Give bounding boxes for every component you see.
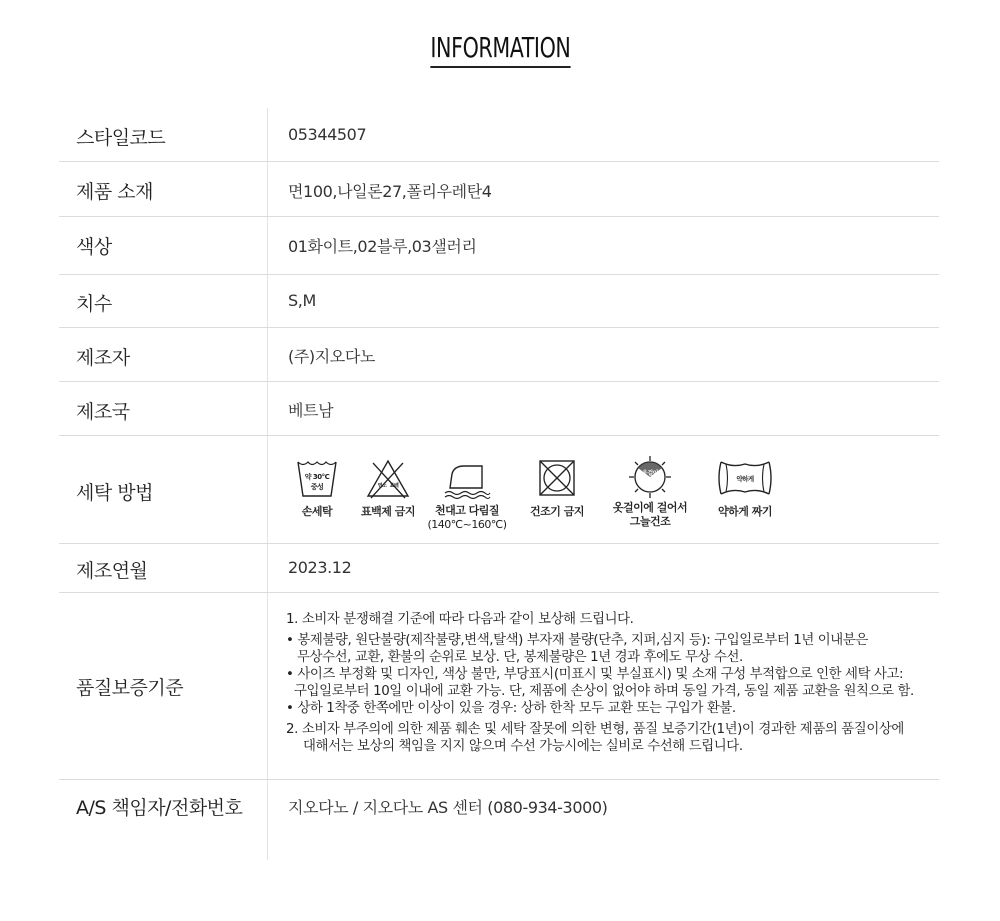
row-maker [59, 328, 939, 382]
policy-line: 1. 소비자 분쟁해결 기준에 따라 다음과 같이 보상해 드립니다. [286, 612, 634, 627]
policy-line: 대해서는 보상의 책임을 지지 않으며 수선 가능시에는 실비로 수선해 드립니다. [303, 739, 743, 754]
care-caption: 표백제 금지 [361, 505, 415, 518]
row-value: 베트남 [288, 401, 334, 420]
row-value: 지오다노 / 지오다노 AS 센터 (080-934-3000) [288, 798, 608, 817]
row-label: A/S 책임자/전화번호 [76, 797, 243, 819]
row-size [59, 275, 939, 328]
row-value: 01화이트,02블루,03샐러리 [288, 237, 477, 256]
care-caption: 옷걸이에 걸어서 [612, 501, 688, 514]
care-iron [426, 458, 508, 532]
row-label: 제조연월 [76, 560, 148, 582]
hang-dry-shade-icon [625, 454, 675, 500]
row-washing [59, 436, 939, 544]
row-material [59, 162, 939, 217]
hand-wash-30-icon [294, 458, 340, 500]
section-title: INFORMATION [0, 30, 1000, 68]
row-label: 품질보증기준 [76, 677, 184, 699]
row-value: S,M [288, 291, 316, 310]
no-bleach-icon [365, 458, 411, 500]
row-label: 치수 [76, 293, 112, 315]
care-no-dryer [522, 458, 592, 519]
row-quality [59, 593, 939, 780]
care-caption: 약하게 짜기 [718, 505, 772, 518]
care-hang-dry [604, 454, 696, 529]
row-value: 2023.12 [288, 558, 352, 577]
policy-line: • 사이즈 부정확 및 디자인, 색상 불만, 부당표시(미표시 및 부실표시) 및 소재 구성 부적합으로 인한 세탁 사고: [286, 667, 904, 682]
care-wring [706, 458, 784, 519]
care-inner-text: 표백 [389, 483, 399, 489]
row-label: 색상 [76, 236, 112, 258]
iron-cloth-icon [442, 458, 492, 500]
care-inner-text: 염소 [377, 483, 387, 489]
row-value: (주)지오다노 [288, 347, 375, 366]
row-date [59, 544, 939, 593]
care-caption: (140℃~160℃) [427, 518, 507, 531]
policy-line: • 상하 1착중 한쪽에만 이상이 있을 경우: 상하 한착 모두 교환 또는 구입가 환불. [286, 701, 736, 716]
policy-line: • 봉제불량, 원단불량(제작불량,변색,탈색) 부자재 불량(단추, 지퍼,심지 등): 구입일로부터 1년 이내분은 [286, 633, 868, 648]
row-as [59, 780, 939, 860]
care-hand-wash [286, 458, 348, 519]
row-label: 제품 소재 [76, 181, 153, 203]
policy-line: 구입일로부터 10일 이내에 교환 가능. 단, 제품에 손상이 없어야 하며 동일 가격, 동일 제품 교환을 원칙으로 함. [294, 684, 914, 699]
row-origin [59, 382, 939, 436]
care-caption: 천대고 다림질 [434, 504, 500, 517]
row-value: 05344507 [288, 125, 367, 144]
care-inner-text: 옷걸이 [642, 470, 658, 477]
care-no-bleach [358, 458, 418, 519]
row-label: 세탁 방법 [76, 482, 153, 504]
gentle-wring-icon [715, 458, 775, 500]
row-value: 면100,나일론27,폴리우레탄4 [288, 182, 492, 201]
row-label: 스타일코드 [76, 127, 166, 149]
care-inner-text: 중성 [310, 483, 324, 491]
quality-policy [286, 611, 914, 755]
care-caption: 손세탁 [301, 505, 333, 518]
policy-line: 무상수선, 교환, 환불의 순위로 보상. 단, 봉제불량은 1년 경과 후에도 무상 수선. [297, 650, 743, 665]
row-style-code [59, 108, 939, 162]
care-inner-text: 약하게 [736, 475, 754, 483]
care-caption: 건조기 금지 [530, 505, 584, 518]
care-inner-text: 약 30°C [304, 473, 330, 481]
policy-line: 2. 소비자 부주의에 의한 제품 훼손 및 세탁 잘못에 의한 변형, 품질 보증기간(1년)이 경과한 제품의 품질이상에 [286, 722, 904, 737]
row-label: 제조국 [76, 401, 130, 423]
care-caption: 그늘건조 [629, 515, 671, 528]
row-label: 제조자 [76, 347, 130, 369]
no-tumble-dry-icon [535, 458, 579, 500]
row-color [59, 217, 939, 275]
